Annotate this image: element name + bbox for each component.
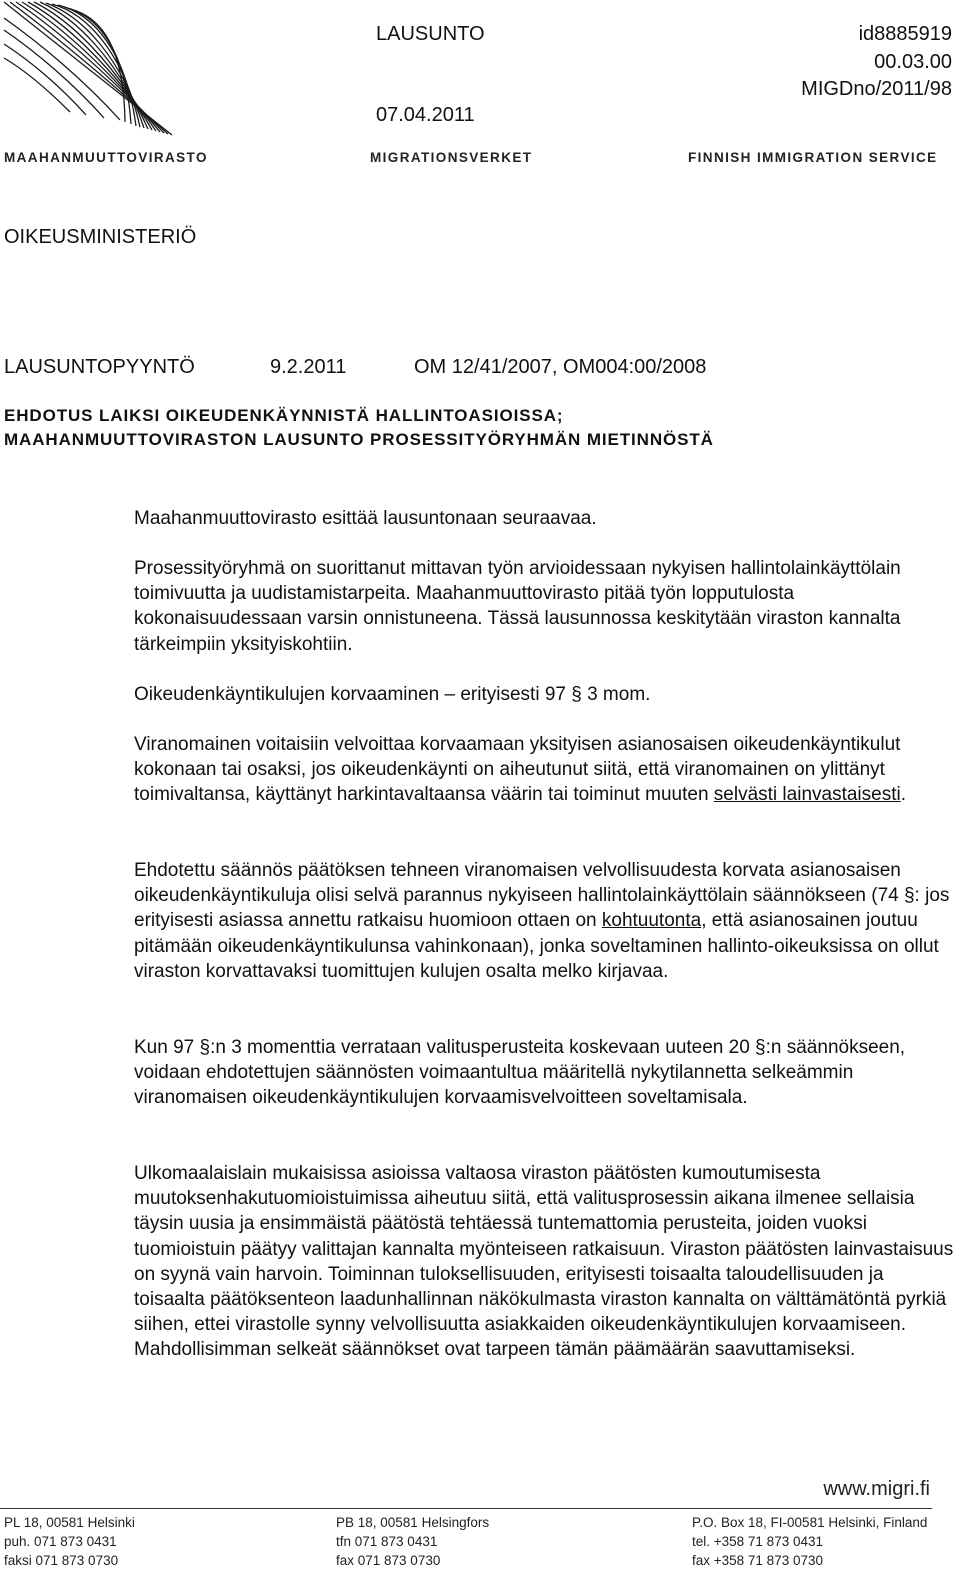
paragraph-2 bbox=[134, 732, 954, 808]
paragraph-3-end: , että asianosainen joutuu pitämään oikeudenkäyntikulunsa vahinkonaan), jonka soveltaminen hallinto-oikeuksissa on ollut viraston korvattavaksi tuomittujen kulujen osalta melko kirjavaa. bbox=[134, 910, 939, 982]
paragraph-2-end: . bbox=[900, 784, 906, 806]
recipient: OIKEUSMINISTERIÖ bbox=[4, 226, 197, 248]
footer-fax: fax 071 873 0730 bbox=[336, 1553, 441, 1568]
document-date: 07.04.2011 bbox=[376, 104, 475, 126]
paragraph-1: Prosessityöryhmä on suorittanut mittavan työn arvioidessaan nykyisen hallintolainkäyttölain toimivuutta ja uudistamistarpeita. Maahanmuuttovirasto pitää työn lopputulosta kokonaisuudessaan varsin onnistuneena. Tässä lausunnossa keskitytään viraston kannalta tärkeimpiin yksityiskohtiin. bbox=[134, 558, 901, 655]
footer-fax: faksi 071 873 0730 bbox=[4, 1553, 119, 1568]
footer-fax: fax +358 71 873 0730 bbox=[692, 1553, 823, 1568]
body-paragraph-1 bbox=[134, 556, 954, 657]
intro-paragraph: Maahanmuuttovirasto esittää lausuntonaan seuraavaa. bbox=[134, 508, 597, 529]
request-reference: OM 12/41/2007, OM004:00/2008 bbox=[414, 356, 707, 378]
subject-line-1: EHDOTUS LAIKSI OIKEUDENKÄYNNISTÄ HALLINTOASIOISSA; bbox=[4, 406, 564, 425]
reference-number: MIGDno/2011/98 bbox=[801, 78, 952, 100]
reference-date: 00.03.00 bbox=[874, 51, 952, 73]
body-paragraph-4 bbox=[134, 1035, 954, 1111]
request-label: LAUSUNTOPYYNTÖ bbox=[4, 356, 195, 378]
body-intro bbox=[134, 506, 954, 531]
paragraph-5: Ulkomaalaislain mukaisissa asioissa valtaosa viraston päätösten kumoutumisesta muutoksenhakutuomioistuimissa aiheutuu siitä, että valitusprosessin aikana ilmenee sellaisia täysin uusia ja ensimmäistä päätöstä tehtäessä tuntemattomia perusteita, joiden vuoksi tuomioistuin päätyy valittajan kannalta myönteiseen ratkaisuun. Viraston päätösten lainvastaisuus on syynä vain harvoin. Toiminnan tuloksellisuuden, erityisesti toisaalta taloudellisuuden ja toisaalta päätöksenteon laadunhallinnan näkökulmasta viraston kannalta on välttämätöntä pyrkiä siihen, ettei virastolle synny velvollisuutta asiakkaiden oikeudenkäyntikulujen korvaamiseen. Mahdollisimman selkeät säännökset ovat tarpeen tämän päämäärän saavuttamiseksi. bbox=[134, 1163, 954, 1361]
paragraph-3-underlined: kohtuutonta bbox=[601, 910, 702, 932]
paragraph-2-text: Viranomainen voitaisiin velvoittaa korvaamaan yksityisen asianosaisen oikeudenkäyntikulut kokonaan tai osaksi, jos oikeudenkäynti on aiheutunut siitä, että viranomainen on ylittänyt toimivaltansa, käyttänyt harkintavaltaansa väärin tai toiminut muuten bbox=[134, 734, 901, 806]
agency-name-sv: MIGRATIONSVERKET bbox=[370, 150, 533, 165]
footer-phone: tel. +358 71 873 0431 bbox=[692, 1534, 823, 1549]
body-paragraph-5 bbox=[134, 1161, 954, 1363]
footer-phone: puh. 071 873 0431 bbox=[4, 1534, 117, 1549]
footer-divider bbox=[0, 1508, 932, 1509]
request-date: 9.2.2011 bbox=[270, 356, 347, 378]
footer-address: PL 18, 00581 Helsinki bbox=[4, 1515, 135, 1530]
footer-address: P.O. Box 18, FI-00581 Helsinki, Finland bbox=[692, 1515, 928, 1530]
website-link[interactable]: www.migri.fi bbox=[823, 1478, 930, 1500]
section-heading: Oikeudenkäyntikulujen korvaaminen – erityisesti 97 § 3 mom. bbox=[134, 684, 651, 705]
document-id: id8885919 bbox=[858, 23, 952, 45]
body-paragraph-2 bbox=[134, 732, 954, 808]
subject-heading bbox=[4, 404, 714, 452]
footer-phone: tfn 071 873 0431 bbox=[336, 1534, 438, 1549]
document-type: LAUSUNTO bbox=[376, 23, 485, 45]
footer-address: PB 18, 00581 Helsingfors bbox=[336, 1515, 490, 1530]
agency-name-fi: MAAHANMUUTTOVIRASTO bbox=[4, 150, 208, 165]
body-section-heading bbox=[134, 682, 954, 707]
paragraph-3-text: Ehdotettu säännös päätöksen tehneen viranomaisen velvollisuudesta korvata asianosaisen oikeudenkäyntikuluja olisi selvä parannus nykyiseen hallintolainkäyttölain säännökseen (74 §: jos erityisesti asiassa annettu ratkaisu huomioon ottaen on bbox=[134, 860, 950, 932]
footer-column-fi bbox=[4, 1513, 135, 1570]
paragraph-2-underlined: selvästi lainvastaisesti bbox=[713, 784, 901, 806]
agency-name-en: FINNISH IMMIGRATION SERVICE bbox=[688, 150, 938, 165]
paragraph-3 bbox=[134, 858, 954, 984]
body-paragraph-3 bbox=[134, 858, 954, 984]
footer-column-en bbox=[692, 1513, 927, 1570]
footer-column-sv bbox=[336, 1513, 489, 1570]
paragraph-4: Kun 97 §:n 3 momenttia verrataan valitusperusteita koskevaan uuteen 20 §:n säännökseen, voidaan ehdotettujen säännösten voimaantultua määritellä nykytilannetta selkeämmin viranomaisen oikeudenkäyntikulujen korvaamisvelvoitteen soveltamisala. bbox=[134, 1037, 906, 1109]
migri-logo-icon bbox=[0, 0, 180, 140]
subject-line-2: MAAHANMUUTTOVIRASTON LAUSUNTO PROSESSITYÖRYHMÄN MIETINNÖSTÄ bbox=[4, 430, 714, 449]
